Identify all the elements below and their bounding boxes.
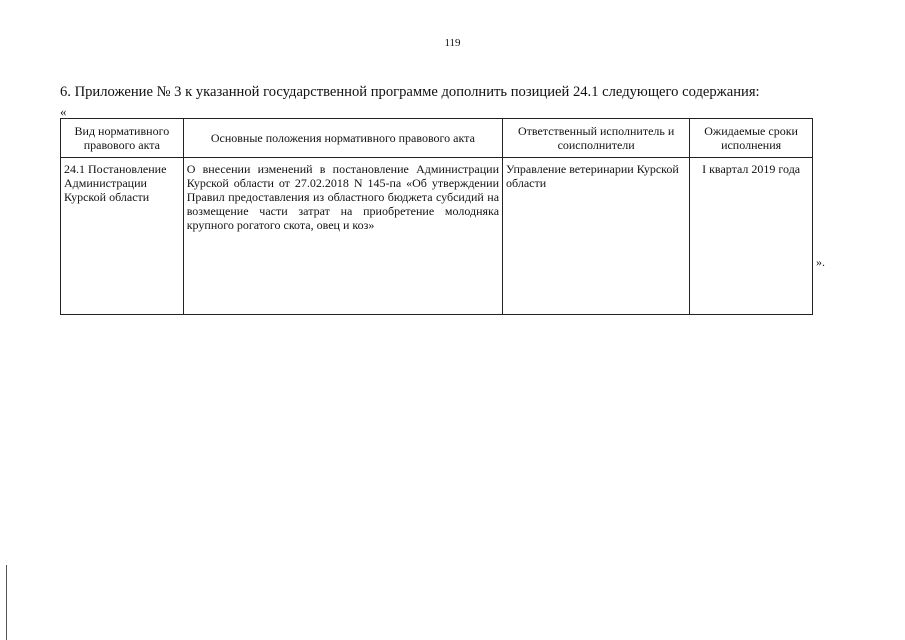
page-number: 119 [444,37,461,49]
header-act-type: Вид нормативного правового акта [61,119,184,158]
header-main-provisions: Основные положения нормативного правового акта [183,119,502,158]
table-header-row [61,119,813,158]
scan-margin-line [6,565,7,640]
closing-quote-mark: ». [816,255,825,269]
header-responsible-executor: Ответственный исполнитель и соисполнители [503,119,690,158]
regulatory-acts-table [60,118,813,315]
header-expected-deadline: Ожидаемые сроки исполнения [690,119,813,158]
cell-act-type: 24.1 Постановление Администрации Курской области [61,158,184,315]
opening-quote-mark: « [60,104,67,119]
cell-main-provisions: О внесении изменений в постановление Администрации Курской области от 27.02.2018 N 145-па «Об утверждении Правил предоставления из областного бюджета субсидий на возмещение части затрат на приобретение молодняка крупного рогатого скота, овец и коз» [183,158,502,315]
cell-responsible-executor: Управление ветеринарии Курской области [503,158,690,315]
cell-expected-deadline: I квартал 2019 года [690,158,813,315]
table-row [61,158,813,315]
section-heading: 6. Приложение № 3 к указанной государственной программе дополнить позицией 24.1 следующего содержания: [60,84,760,100]
